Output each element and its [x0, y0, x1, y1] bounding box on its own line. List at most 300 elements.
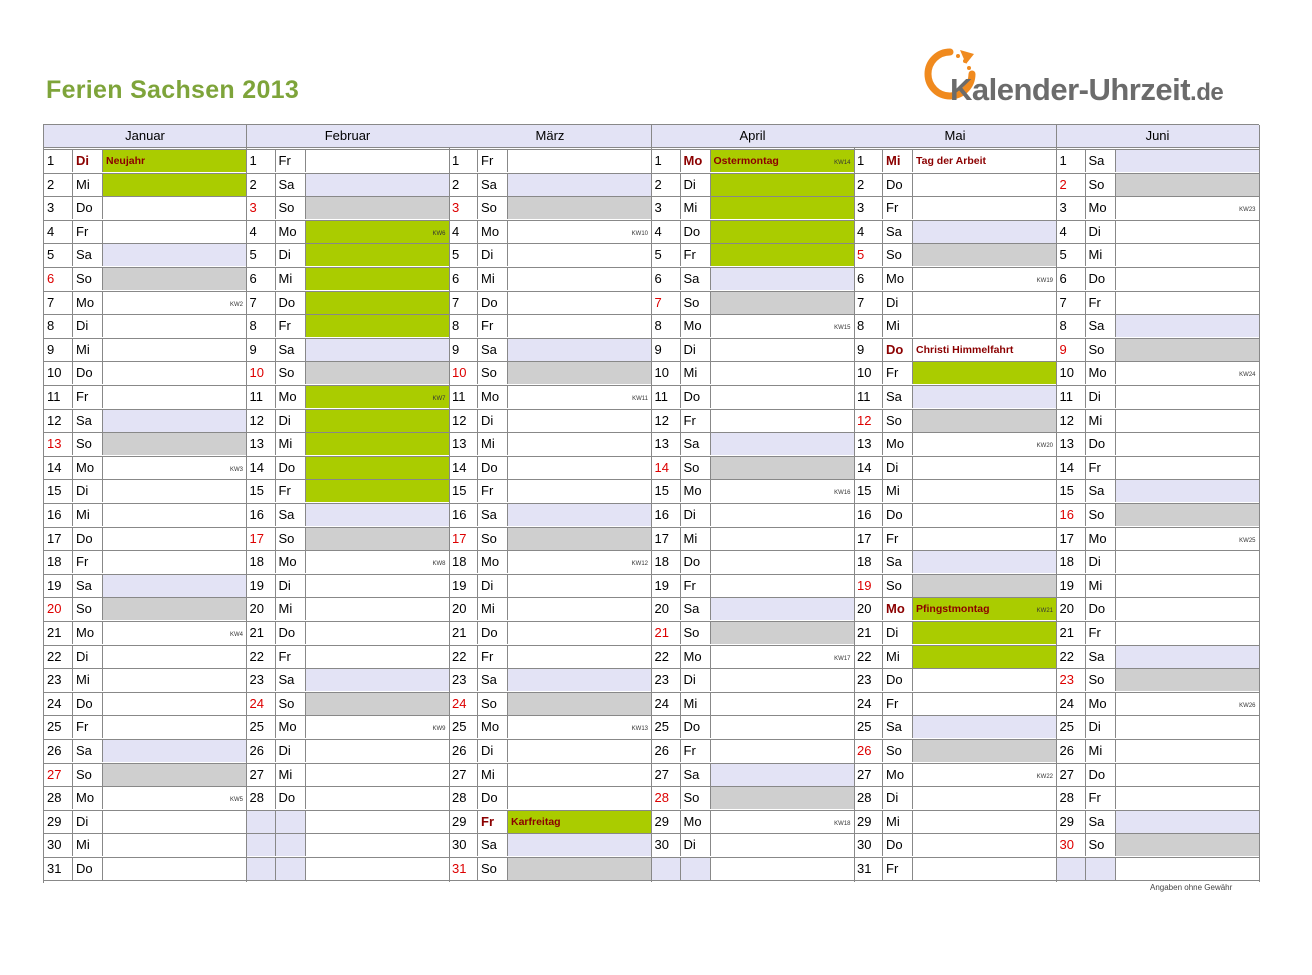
day-number: 28 — [854, 787, 883, 809]
day-number: 18 — [854, 551, 883, 573]
day-note-cell — [913, 787, 1056, 809]
day-row[interactable] — [449, 692, 651, 715]
day-row[interactable] — [449, 243, 651, 266]
day-row[interactable] — [1057, 291, 1259, 314]
day-note-cell — [913, 221, 1056, 243]
day-row[interactable] — [449, 857, 651, 881]
day-row[interactable] — [449, 267, 651, 290]
day-row[interactable] — [449, 833, 651, 856]
weekday: Di — [478, 410, 508, 432]
day-row[interactable] — [652, 833, 854, 856]
week-number: KW13 — [631, 726, 648, 733]
weekday: Mo — [73, 292, 103, 314]
day-row[interactable] — [44, 857, 246, 881]
day-number: 7 — [247, 292, 276, 314]
weekday: Fr — [276, 150, 306, 172]
day-row[interactable] — [652, 739, 854, 762]
day-row[interactable] — [449, 739, 651, 762]
day-row[interactable] — [652, 409, 854, 432]
day-note-cell — [508, 551, 651, 573]
day-row[interactable] — [247, 385, 449, 408]
day-number: 2 — [854, 174, 883, 196]
weekday: Mo — [681, 646, 711, 668]
day-row[interactable] — [44, 456, 246, 479]
day-row[interactable] — [449, 385, 651, 408]
day-number: 16 — [854, 504, 883, 526]
day-row[interactable] — [1057, 243, 1259, 266]
weekday: Di — [883, 292, 913, 314]
day-row[interactable] — [854, 196, 1056, 219]
weekday: Sa — [276, 504, 306, 526]
weekday: Mo — [73, 787, 103, 809]
day-note-cell — [913, 575, 1056, 597]
day-row[interactable] — [854, 668, 1056, 691]
day-row[interactable] — [449, 409, 651, 432]
weekday: Di — [478, 740, 508, 762]
day-row[interactable] — [854, 621, 1056, 644]
day-row[interactable] — [449, 621, 651, 644]
day-row[interactable] — [652, 173, 854, 196]
logo[interactable] — [920, 44, 1250, 114]
day-number: 31 — [449, 858, 478, 880]
day-row[interactable] — [652, 621, 854, 644]
weekday: So — [1086, 504, 1116, 526]
day-row[interactable] — [854, 456, 1056, 479]
day-row[interactable] — [854, 550, 1056, 573]
day-row[interactable] — [449, 314, 651, 337]
day-row[interactable] — [652, 479, 854, 502]
day-note-cell — [913, 433, 1056, 455]
day-row[interactable] — [652, 810, 854, 833]
day-row[interactable] — [854, 173, 1056, 196]
day-note-cell — [103, 764, 246, 786]
weekday: Do — [883, 339, 913, 361]
day-row[interactable] — [1057, 597, 1259, 620]
day-number: 5 — [652, 244, 681, 266]
weekday: Do — [681, 551, 711, 573]
day-number: 23 — [854, 669, 883, 691]
day-number: 4 — [247, 221, 276, 243]
day-row[interactable] — [247, 291, 449, 314]
day-number: 26 — [652, 740, 681, 762]
day-row[interactable] — [247, 503, 449, 526]
day-row[interactable] — [44, 739, 246, 762]
day-row[interactable] — [1057, 574, 1259, 597]
day-row[interactable] — [449, 715, 651, 738]
day-row[interactable] — [652, 314, 854, 337]
day-row[interactable] — [854, 409, 1056, 432]
day-note-cell — [1116, 244, 1259, 266]
day-row[interactable] — [652, 267, 854, 290]
day-row[interactable] — [854, 527, 1056, 550]
weekday: So — [883, 410, 913, 432]
day-note-cell — [913, 740, 1056, 762]
day-row[interactable] — [44, 149, 246, 172]
day-row[interactable] — [247, 786, 449, 809]
day-row[interactable] — [652, 361, 854, 384]
day-note-cell — [508, 740, 651, 762]
day-note-cell — [711, 669, 854, 691]
day-number: 18 — [652, 551, 681, 573]
day-row[interactable] — [44, 692, 246, 715]
day-note-cell — [711, 504, 854, 526]
day-note-cell — [306, 410, 449, 432]
day-row[interactable] — [449, 196, 651, 219]
day-row[interactable] — [449, 550, 651, 573]
day-row[interactable] — [44, 503, 246, 526]
day-row[interactable] — [449, 645, 651, 668]
day-row[interactable] — [247, 409, 449, 432]
day-number: 25 — [652, 716, 681, 738]
day-row[interactable] — [247, 692, 449, 715]
day-number: 14 — [247, 457, 276, 479]
day-row[interactable] — [247, 220, 449, 243]
day-row[interactable] — [854, 220, 1056, 243]
day-row[interactable] — [1057, 338, 1259, 361]
day-note-cell — [1116, 669, 1259, 691]
day-number: 27 — [247, 764, 276, 786]
weekday: Do — [883, 504, 913, 526]
day-row[interactable] — [247, 456, 449, 479]
day-number: 22 — [44, 646, 73, 668]
day-row[interactable] — [449, 361, 651, 384]
day-number: 6 — [1057, 268, 1086, 290]
day-row[interactable] — [1057, 196, 1259, 219]
day-number: 26 — [1057, 740, 1086, 762]
day-row[interactable] — [44, 621, 246, 644]
day-number: 19 — [449, 575, 478, 597]
day-row[interactable] — [247, 338, 449, 361]
day-row[interactable] — [449, 810, 651, 833]
day-row[interactable] — [44, 338, 246, 361]
weekday: Mi — [681, 693, 711, 715]
day-row[interactable] — [854, 857, 1056, 881]
day-row[interactable] — [449, 291, 651, 314]
day-row[interactable] — [854, 314, 1056, 337]
day-row[interactable] — [652, 338, 854, 361]
day-row[interactable] — [1057, 432, 1259, 455]
day-row[interactable] — [247, 267, 449, 290]
day-row[interactable] — [247, 243, 449, 266]
day-row[interactable] — [44, 409, 246, 432]
day-note-cell — [913, 646, 1056, 668]
day-row[interactable] — [44, 173, 246, 196]
day-row[interactable] — [652, 385, 854, 408]
weekday: Mi — [478, 598, 508, 620]
day-note-cell — [711, 575, 854, 597]
day-row[interactable] — [1057, 668, 1259, 691]
day-row[interactable] — [449, 597, 651, 620]
day-row[interactable] — [854, 692, 1056, 715]
day-row[interactable] — [1057, 385, 1259, 408]
day-row[interactable] — [44, 810, 246, 833]
day-row[interactable] — [247, 810, 449, 833]
day-row[interactable] — [652, 763, 854, 786]
day-row[interactable] — [652, 432, 854, 455]
weekday: Sa — [73, 244, 103, 266]
day-row[interactable] — [1057, 645, 1259, 668]
day-note-cell — [711, 622, 854, 644]
day-row[interactable] — [854, 432, 1056, 455]
day-row[interactable] — [449, 173, 651, 196]
day-row[interactable] — [652, 597, 854, 620]
day-row[interactable] — [44, 645, 246, 668]
day-row[interactable] — [44, 220, 246, 243]
day-row[interactable] — [652, 503, 854, 526]
day-row[interactable] — [1057, 739, 1259, 762]
day-row[interactable] — [449, 527, 651, 550]
day-row[interactable] — [854, 763, 1056, 786]
day-note-cell — [103, 551, 246, 573]
day-row[interactable] — [247, 739, 449, 762]
day-row[interactable] — [44, 385, 246, 408]
day-row[interactable] — [44, 833, 246, 856]
day-row[interactable] — [854, 267, 1056, 290]
day-row[interactable] — [1057, 715, 1259, 738]
day-row[interactable] — [247, 550, 449, 573]
week-number: KW10 — [631, 230, 648, 237]
day-row[interactable] — [44, 267, 246, 290]
day-row[interactable] — [1057, 692, 1259, 715]
day-row[interactable] — [1057, 149, 1259, 172]
weekday: Sa — [1086, 480, 1116, 502]
day-row[interactable] — [247, 432, 449, 455]
day-row[interactable] — [44, 597, 246, 620]
day-row[interactable] — [449, 668, 651, 691]
day-row[interactable] — [247, 857, 449, 881]
day-row[interactable] — [44, 763, 246, 786]
day-row[interactable] — [652, 857, 854, 881]
day-number: 18 — [247, 551, 276, 573]
day-row[interactable] — [44, 314, 246, 337]
day-number — [247, 811, 276, 833]
weekday: Sa — [883, 386, 913, 408]
day-row[interactable] — [1057, 267, 1259, 290]
day-row[interactable] — [247, 763, 449, 786]
day-row[interactable] — [1057, 173, 1259, 196]
day-row[interactable] — [247, 173, 449, 196]
day-row[interactable] — [44, 527, 246, 550]
day-row[interactable] — [854, 786, 1056, 809]
day-row[interactable] — [652, 220, 854, 243]
day-row[interactable] — [854, 291, 1056, 314]
day-note-cell — [508, 693, 651, 715]
day-row[interactable] — [652, 196, 854, 219]
day-number: 3 — [652, 197, 681, 219]
day-note-cell — [711, 221, 854, 243]
day-row[interactable] — [247, 574, 449, 597]
day-number: 6 — [449, 268, 478, 290]
day-row[interactable] — [854, 479, 1056, 502]
day-row[interactable] — [44, 243, 246, 266]
day-row[interactable] — [247, 479, 449, 502]
weekday: Mo — [478, 551, 508, 573]
weekday: Mi — [73, 339, 103, 361]
day-row[interactable] — [449, 479, 651, 502]
day-row[interactable] — [652, 574, 854, 597]
day-row[interactable] — [854, 810, 1056, 833]
day-row[interactable] — [652, 243, 854, 266]
weekday: So — [681, 292, 711, 314]
month-column-3 — [652, 125, 855, 882]
day-row[interactable] — [1057, 810, 1259, 833]
day-number: 19 — [247, 575, 276, 597]
weekday: Di — [1086, 221, 1116, 243]
day-row[interactable] — [449, 786, 651, 809]
day-number: 11 — [449, 386, 478, 408]
day-row[interactable] — [449, 574, 651, 597]
day-row[interactable] — [44, 715, 246, 738]
day-row[interactable] — [854, 574, 1056, 597]
day-number: 20 — [652, 598, 681, 620]
day-note-cell — [913, 174, 1056, 196]
weekday: Di — [1086, 551, 1116, 573]
weekday: Fr — [478, 315, 508, 337]
day-row[interactable] — [247, 314, 449, 337]
day-row[interactable] — [449, 338, 651, 361]
week-number: KW22 — [1036, 773, 1053, 780]
day-row[interactable] — [1057, 409, 1259, 432]
day-number: 5 — [44, 244, 73, 266]
weekday: So — [478, 693, 508, 715]
day-row[interactable] — [44, 432, 246, 455]
weekday: Do — [478, 787, 508, 809]
day-row[interactable] — [854, 739, 1056, 762]
weekday: Fr — [73, 221, 103, 243]
day-row[interactable] — [854, 833, 1056, 856]
weekday: Mi — [1086, 410, 1116, 432]
day-row[interactable] — [449, 149, 651, 172]
day-row[interactable] — [1057, 361, 1259, 384]
day-row[interactable] — [247, 645, 449, 668]
day-row[interactable] — [854, 243, 1056, 266]
day-row[interactable] — [449, 503, 651, 526]
day-row[interactable] — [652, 149, 854, 172]
day-row[interactable] — [854, 597, 1056, 620]
weekday: Fr — [681, 244, 711, 266]
day-row[interactable] — [247, 833, 449, 856]
day-number: 5 — [449, 244, 478, 266]
day-row[interactable] — [854, 503, 1056, 526]
day-row[interactable] — [1057, 479, 1259, 502]
day-row[interactable] — [1057, 314, 1259, 337]
day-row[interactable] — [652, 786, 854, 809]
day-row[interactable] — [854, 385, 1056, 408]
day-number: 23 — [44, 669, 73, 691]
day-row[interactable] — [449, 456, 651, 479]
day-row[interactable] — [44, 361, 246, 384]
day-row[interactable] — [652, 715, 854, 738]
day-row[interactable] — [44, 574, 246, 597]
weekday: Fr — [73, 386, 103, 408]
day-row[interactable] — [1057, 763, 1259, 786]
day-note-cell — [711, 716, 854, 738]
week-number: KW15 — [834, 325, 851, 332]
day-note-cell — [306, 386, 449, 408]
day-row[interactable] — [1057, 786, 1259, 809]
day-number: 28 — [247, 787, 276, 809]
day-number: 12 — [44, 410, 73, 432]
day-row[interactable] — [449, 432, 651, 455]
day-number: 19 — [854, 575, 883, 597]
day-row[interactable] — [449, 763, 651, 786]
day-number: 3 — [247, 197, 276, 219]
day-row[interactable] — [44, 550, 246, 573]
day-row[interactable] — [1057, 456, 1259, 479]
weekday: Do — [883, 174, 913, 196]
day-row[interactable] — [44, 786, 246, 809]
day-row[interactable] — [247, 668, 449, 691]
day-row[interactable] — [1057, 857, 1259, 881]
day-row[interactable] — [652, 456, 854, 479]
day-row[interactable] — [1057, 220, 1259, 243]
weekday: Mi — [681, 197, 711, 219]
day-number: 8 — [247, 315, 276, 337]
day-row[interactable] — [854, 361, 1056, 384]
weekday: Mo — [276, 551, 306, 573]
day-row[interactable] — [1057, 550, 1259, 573]
day-note-cell — [103, 740, 246, 762]
day-row[interactable] — [247, 361, 449, 384]
day-row[interactable] — [247, 149, 449, 172]
day-row[interactable] — [44, 196, 246, 219]
day-row[interactable] — [854, 645, 1056, 668]
day-row[interactable] — [247, 597, 449, 620]
day-row[interactable] — [1057, 503, 1259, 526]
weekday: Do — [1086, 268, 1116, 290]
day-row[interactable] — [44, 668, 246, 691]
day-row[interactable] — [652, 527, 854, 550]
day-number: 17 — [44, 528, 73, 550]
weekday: Mo — [478, 386, 508, 408]
day-row[interactable] — [1057, 833, 1259, 856]
weekday: So — [478, 528, 508, 550]
day-number: 3 — [44, 197, 73, 219]
day-row[interactable] — [44, 479, 246, 502]
day-row[interactable] — [652, 550, 854, 573]
weekday: Sa — [883, 716, 913, 738]
day-row[interactable] — [449, 220, 651, 243]
day-row[interactable] — [854, 338, 1056, 361]
weekday: So — [883, 244, 913, 266]
day-row[interactable] — [854, 715, 1056, 738]
day-row[interactable] — [247, 715, 449, 738]
weekday: Mo — [276, 221, 306, 243]
day-note-cell — [711, 386, 854, 408]
day-row[interactable] — [652, 291, 854, 314]
weekday: Sa — [478, 834, 508, 856]
day-note-cell — [711, 480, 854, 502]
day-row[interactable] — [44, 291, 246, 314]
day-row[interactable] — [652, 645, 854, 668]
day-row[interactable] — [247, 527, 449, 550]
weekday: Mo — [478, 221, 508, 243]
page-title: Ferien Sachsen 2013 — [46, 76, 300, 104]
day-row[interactable] — [247, 196, 449, 219]
day-row[interactable] — [247, 621, 449, 644]
day-row[interactable] — [652, 668, 854, 691]
weekday: Mo — [681, 150, 711, 172]
day-note-cell — [508, 669, 651, 691]
day-row[interactable] — [1057, 621, 1259, 644]
day-row[interactable] — [1057, 527, 1259, 550]
day-row[interactable] — [854, 149, 1056, 172]
day-row[interactable] — [652, 692, 854, 715]
week-number: KW9 — [432, 726, 446, 733]
weekday: Do — [478, 457, 508, 479]
week-number: KW4 — [229, 632, 243, 638]
day-note-cell — [306, 598, 449, 620]
